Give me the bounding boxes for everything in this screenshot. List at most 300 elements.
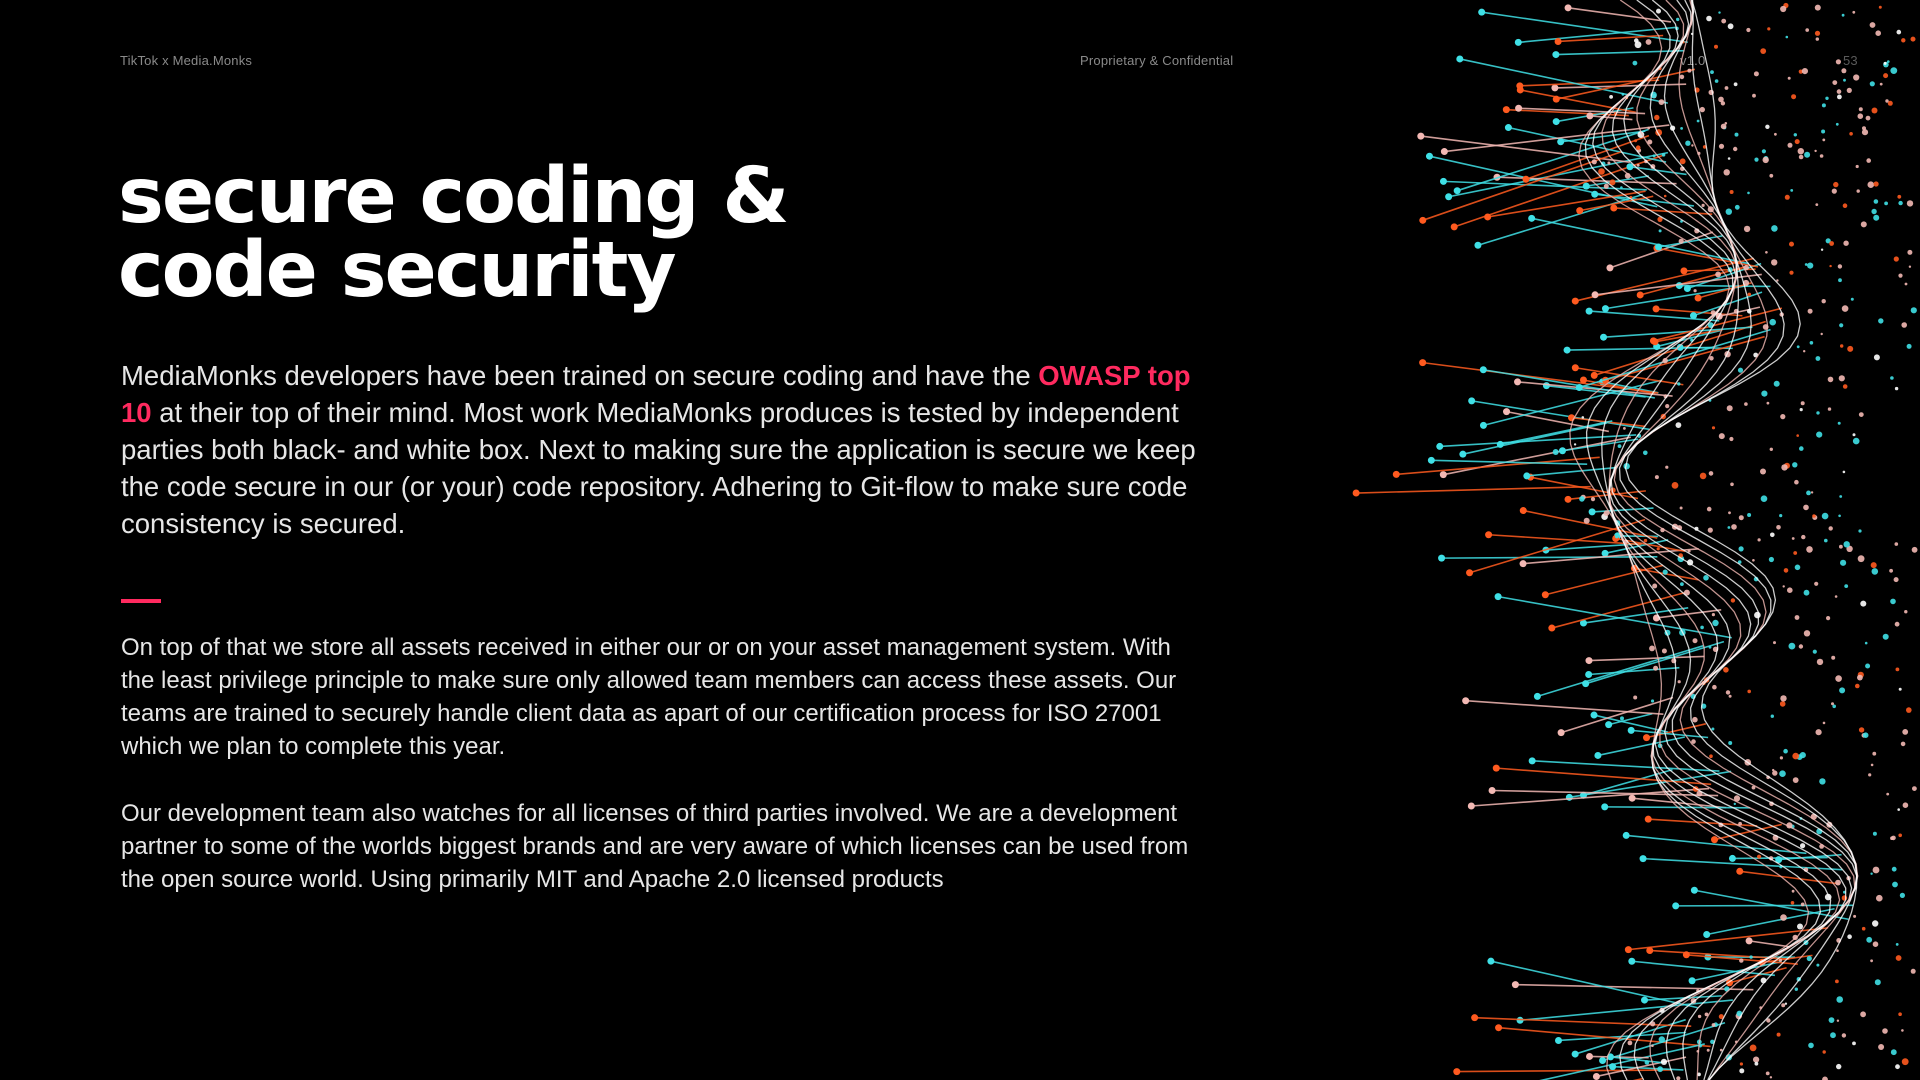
particle-dot bbox=[1812, 514, 1816, 518]
page-title bbox=[118, 152, 878, 315]
particle-dot bbox=[1676, 422, 1682, 428]
particle-dot bbox=[1805, 263, 1808, 266]
particle-dot bbox=[1897, 808, 1900, 811]
particle-dot bbox=[1728, 511, 1731, 514]
particle-dot bbox=[1901, 322, 1907, 328]
particle-dot bbox=[1803, 350, 1805, 352]
wave-streak-dot bbox=[1572, 298, 1579, 305]
particle-dot bbox=[1707, 1049, 1710, 1052]
particle-dot bbox=[1841, 68, 1846, 73]
particle-dot bbox=[1889, 569, 1893, 573]
wave-streak bbox=[1749, 941, 1790, 947]
particle-dot bbox=[1880, 83, 1883, 86]
particle-dot bbox=[1676, 1076, 1680, 1080]
particle-dot bbox=[1902, 729, 1908, 735]
wave-streak-dot bbox=[1628, 727, 1635, 734]
particle-dot bbox=[1875, 979, 1881, 985]
particle-dot bbox=[1884, 202, 1888, 206]
particle-dot bbox=[1821, 249, 1823, 251]
particle-dot bbox=[1700, 473, 1707, 480]
particle-dot bbox=[1789, 242, 1794, 247]
particle-dot bbox=[1709, 754, 1713, 758]
particle-dot bbox=[1772, 770, 1777, 775]
particle-dot bbox=[1753, 1057, 1759, 1063]
particle-dot bbox=[1816, 729, 1822, 735]
particle-dot bbox=[1911, 307, 1917, 313]
particle-dot bbox=[1890, 599, 1896, 605]
particle-dot bbox=[1839, 375, 1845, 381]
particle-dot bbox=[1843, 241, 1848, 246]
wave-streak-dot bbox=[1553, 118, 1560, 125]
particle-dot bbox=[1598, 168, 1605, 175]
wave-streak bbox=[1590, 116, 1633, 120]
particle-dot bbox=[1891, 836, 1896, 841]
particle-dot bbox=[1633, 61, 1638, 66]
particle-dot bbox=[1785, 195, 1790, 200]
particle-dot bbox=[1801, 903, 1805, 907]
wave-streak-dot bbox=[1572, 1051, 1579, 1058]
particle-dot bbox=[1780, 914, 1787, 921]
wave-streak-dot bbox=[1440, 178, 1447, 185]
particle-dot bbox=[1798, 148, 1804, 154]
wave-streak bbox=[1679, 286, 1770, 287]
wave-streak-dot bbox=[1512, 981, 1519, 988]
particle-dot bbox=[1892, 882, 1898, 888]
particle-dot bbox=[1657, 547, 1660, 550]
wave-streak-dot bbox=[1426, 153, 1433, 160]
particle-dot bbox=[1879, 6, 1882, 9]
wave-streak-dot bbox=[1591, 191, 1598, 198]
particle-dot bbox=[1677, 382, 1680, 385]
particle-dot bbox=[1702, 204, 1705, 207]
header-version: v1.0 bbox=[1680, 53, 1706, 68]
wave-streak bbox=[1676, 905, 1853, 906]
particle-dot bbox=[1697, 120, 1700, 123]
particle-dot bbox=[1874, 181, 1879, 186]
wave-streak-dot bbox=[1555, 1037, 1562, 1044]
wave-streak-dot bbox=[1558, 729, 1565, 736]
wave-streak-dot bbox=[1601, 803, 1608, 810]
particle-dot bbox=[1712, 426, 1715, 429]
particle-dot bbox=[1779, 959, 1782, 962]
particle-dot bbox=[1723, 667, 1729, 673]
particle-dot bbox=[1788, 77, 1791, 80]
particle-dot bbox=[1871, 764, 1874, 767]
particle-dot bbox=[1733, 147, 1737, 151]
wave-streak-dot bbox=[1553, 96, 1560, 103]
particle-dot bbox=[1859, 727, 1864, 732]
particle-dot bbox=[1886, 793, 1889, 796]
particle-dot bbox=[1890, 376, 1894, 380]
particle-dot bbox=[1894, 256, 1899, 261]
particle-dot bbox=[1866, 116, 1871, 121]
particle-dot bbox=[1804, 152, 1810, 158]
wave-curve bbox=[1602, 0, 1840, 1080]
particle-dot bbox=[1793, 551, 1797, 555]
particle-dot bbox=[1769, 557, 1774, 562]
particle-dot bbox=[1853, 74, 1859, 80]
wave-streak-dot bbox=[1515, 39, 1522, 46]
wave-streak-dot bbox=[1559, 447, 1566, 454]
particle-dot bbox=[1823, 1050, 1826, 1053]
particle-dot bbox=[1847, 934, 1852, 939]
particle-dot bbox=[1906, 707, 1912, 713]
particle-dot bbox=[1793, 777, 1799, 783]
particle-dot bbox=[1721, 19, 1726, 24]
wave-streak bbox=[1532, 761, 1719, 771]
particle-dot bbox=[1771, 715, 1774, 718]
particle-dot bbox=[1657, 1066, 1663, 1072]
wave-streak-dot bbox=[1462, 697, 1469, 704]
particle-dot bbox=[1895, 622, 1900, 627]
particle-dot bbox=[1838, 278, 1842, 282]
particle-dot bbox=[1787, 587, 1793, 593]
particle-dot bbox=[1897, 195, 1901, 199]
particle-dot bbox=[1767, 402, 1770, 405]
particle-dot bbox=[1781, 1003, 1785, 1007]
particle-dot bbox=[1844, 541, 1850, 547]
particle-dot bbox=[1822, 299, 1826, 303]
particle-wave-group bbox=[1353, 0, 1918, 1080]
particle-dot bbox=[1866, 937, 1872, 943]
particle-dot bbox=[1800, 408, 1803, 411]
paragraph-licenses: Our development team also watches for all licenses of third parties involved. We are a development partner to some of the worlds biggest brands and are very aware of which licenses can be used from the open source world. Using primarily MIT and Apache 2.0 licensed products bbox=[121, 800, 1189, 893]
header-brand: TikTok x Media.Monks bbox=[120, 53, 253, 68]
particle-dot bbox=[1694, 289, 1697, 292]
wave-streak bbox=[1598, 737, 1685, 755]
wave-streak-dot bbox=[1594, 752, 1601, 759]
particle-dot bbox=[1644, 539, 1647, 542]
particle-dot bbox=[1896, 668, 1900, 672]
particle-dot bbox=[1904, 610, 1907, 613]
particle-dot bbox=[1858, 555, 1865, 562]
wave-streak-dot bbox=[1485, 531, 1492, 538]
particle-dot bbox=[1792, 753, 1799, 760]
particle-dot bbox=[1870, 22, 1876, 28]
particle-dot bbox=[1739, 515, 1744, 520]
particle-dot bbox=[1643, 451, 1648, 456]
particle-dot bbox=[1797, 345, 1800, 348]
particle-dot bbox=[1898, 274, 1902, 278]
particle-dot bbox=[1896, 955, 1902, 961]
particle-dot bbox=[1815, 31, 1820, 36]
particle-dot bbox=[1847, 346, 1853, 352]
wave-curve bbox=[1614, 0, 1857, 1080]
wave-streak-dot bbox=[1610, 204, 1617, 211]
particle-dot bbox=[1735, 205, 1740, 210]
particle-dot bbox=[1872, 108, 1878, 114]
wave-streak-dot bbox=[1489, 787, 1496, 794]
wave-streak-dot bbox=[1529, 757, 1536, 764]
wave-streak-dot bbox=[1645, 816, 1652, 823]
wave-streak bbox=[1500, 421, 1612, 444]
particle-dot bbox=[1800, 752, 1806, 758]
wave-streak-dot bbox=[1585, 657, 1592, 664]
particle-dot bbox=[1718, 11, 1720, 13]
wave-streak-dot bbox=[1625, 946, 1632, 953]
particle-dot bbox=[1898, 201, 1902, 205]
wave-streak-dot bbox=[1589, 508, 1596, 515]
particle-dot bbox=[1855, 684, 1860, 689]
particle-dot bbox=[1780, 756, 1783, 759]
particle-dot bbox=[1762, 149, 1766, 153]
particle-dot bbox=[1842, 1033, 1846, 1037]
particle-dot bbox=[1813, 650, 1817, 654]
particle-dot bbox=[1899, 688, 1902, 691]
wave-streak-dot bbox=[1456, 55, 1463, 62]
particle-dot bbox=[1712, 1023, 1716, 1027]
particle-dot bbox=[1840, 560, 1846, 566]
particle-dot bbox=[1839, 687, 1845, 693]
wave-streak-dot bbox=[1474, 242, 1481, 249]
particle-dot bbox=[1835, 980, 1839, 984]
particle-dot bbox=[1635, 41, 1642, 48]
wave-streak-dot bbox=[1484, 213, 1491, 220]
particle-dot bbox=[1861, 221, 1867, 227]
particle-dot bbox=[1760, 469, 1766, 475]
wave-streak-dot bbox=[1637, 291, 1644, 298]
particle-dot bbox=[1553, 449, 1559, 455]
particle-dot bbox=[1821, 333, 1823, 335]
wave-streak-dot bbox=[1523, 472, 1530, 479]
wave-streak-dot bbox=[1565, 4, 1572, 11]
particle-dot bbox=[1842, 305, 1849, 312]
wave-streak-dot bbox=[1487, 958, 1494, 965]
particle-dot bbox=[1858, 529, 1861, 532]
particle-dot bbox=[1806, 491, 1811, 496]
particle-dot bbox=[1728, 741, 1732, 745]
particle-dot bbox=[1792, 537, 1795, 540]
wave-streak-dot bbox=[1480, 422, 1487, 429]
particle-dot bbox=[1769, 174, 1773, 178]
particle-dot bbox=[1709, 646, 1712, 649]
particle-dot bbox=[1896, 943, 1899, 946]
particle-dot bbox=[1857, 675, 1863, 681]
particle-dot bbox=[1799, 446, 1804, 451]
particle-dot bbox=[1863, 732, 1869, 738]
wave-streak-dot bbox=[1655, 244, 1662, 251]
wave-streak-dot bbox=[1436, 443, 1443, 450]
particle-dot bbox=[1680, 127, 1683, 130]
particle-dot bbox=[1725, 86, 1729, 90]
particle-dot bbox=[1890, 67, 1897, 74]
particle-dot bbox=[1761, 391, 1767, 397]
particle-dot bbox=[1883, 634, 1889, 640]
particle-dot bbox=[1726, 690, 1730, 694]
wave-streak-dot bbox=[1438, 555, 1445, 562]
particle-dot bbox=[1746, 28, 1750, 32]
wave-streak-dot bbox=[1586, 308, 1593, 315]
wave-streak bbox=[1556, 51, 1685, 55]
particle-dot bbox=[1726, 209, 1732, 215]
particle-dot bbox=[1852, 1042, 1856, 1046]
particle-dot bbox=[1709, 471, 1714, 476]
particle-dot bbox=[1661, 1059, 1667, 1065]
particle-dot bbox=[1822, 513, 1829, 520]
wave-streak bbox=[1498, 597, 1732, 638]
wave-streak-dot bbox=[1555, 38, 1562, 45]
particle-dot bbox=[1628, 1041, 1633, 1046]
particle-dot bbox=[1765, 125, 1769, 129]
particle-dot bbox=[1873, 832, 1877, 836]
particle-dot bbox=[1752, 94, 1756, 98]
particle-dot bbox=[1844, 584, 1848, 588]
wave-streak bbox=[1589, 656, 1704, 660]
wave-streak-dot bbox=[1591, 712, 1598, 719]
particle-dot bbox=[1865, 664, 1870, 669]
particle-dot bbox=[1907, 200, 1913, 206]
particle-dot bbox=[1766, 1072, 1770, 1076]
particle-dot bbox=[1852, 11, 1855, 14]
wave-streak-dot bbox=[1736, 868, 1743, 875]
particle-dot bbox=[1795, 565, 1801, 571]
particle-dot bbox=[1821, 130, 1825, 134]
particle-dot bbox=[1754, 158, 1758, 162]
particle-dot bbox=[1757, 855, 1761, 859]
particle-dot bbox=[1747, 690, 1751, 694]
owasp-highlight: OWASP top 10 bbox=[121, 360, 1191, 428]
wave-streak-dot bbox=[1419, 359, 1426, 366]
particle-dot bbox=[1693, 638, 1698, 643]
wave-streak-dot bbox=[1729, 855, 1736, 862]
wave-streak-dot bbox=[1522, 176, 1529, 183]
particle-dot bbox=[1796, 434, 1799, 437]
particle-dot bbox=[1715, 272, 1721, 278]
particle-dot bbox=[1774, 133, 1777, 136]
particle-dot bbox=[1873, 867, 1880, 874]
wave-streak-dot bbox=[1695, 295, 1702, 302]
particle-dot bbox=[1859, 107, 1863, 111]
particle-dot bbox=[1823, 722, 1826, 725]
wave-streak-dot bbox=[1641, 997, 1648, 1004]
particle-dot bbox=[1876, 895, 1883, 902]
particle-dot bbox=[1822, 139, 1825, 142]
particle-dot bbox=[1840, 344, 1843, 347]
wave-streak bbox=[1523, 549, 1699, 564]
particle-dot bbox=[1895, 1064, 1900, 1069]
wave-streak-dot bbox=[1497, 441, 1504, 448]
particle-dot bbox=[1872, 568, 1879, 575]
particle-dot bbox=[1712, 685, 1717, 690]
wave-streak-dot bbox=[1480, 366, 1487, 373]
wave-streak-dot bbox=[1419, 217, 1426, 224]
wave-streak-dot bbox=[1606, 264, 1613, 271]
particle-dot bbox=[1815, 203, 1818, 206]
particle-dot bbox=[1789, 643, 1796, 650]
particle-dot bbox=[1634, 139, 1637, 142]
wave-streak bbox=[1537, 646, 1703, 697]
particle-dot bbox=[1836, 1064, 1841, 1069]
particle-dot bbox=[1903, 802, 1909, 808]
particle-dot bbox=[1835, 880, 1841, 886]
particle-dot bbox=[1692, 717, 1698, 723]
particle-dot bbox=[1873, 941, 1879, 947]
wave-streak-dot bbox=[1600, 334, 1607, 341]
particle-dot bbox=[1911, 969, 1916, 974]
particle-dot bbox=[1763, 157, 1769, 163]
particle-dot bbox=[1783, 749, 1788, 754]
title-line-2: code security bbox=[118, 226, 675, 315]
particle-dot bbox=[1698, 1015, 1701, 1018]
particle-dot bbox=[1859, 412, 1864, 417]
particle-dot bbox=[1794, 133, 1797, 136]
particle-dot bbox=[1760, 48, 1766, 54]
particle-dot bbox=[1843, 471, 1846, 474]
particle-dot bbox=[1662, 649, 1667, 654]
particle-dot bbox=[1862, 927, 1866, 931]
particle-dot bbox=[1894, 577, 1899, 582]
particle-dot bbox=[1654, 115, 1659, 120]
particle-dot bbox=[1647, 127, 1650, 130]
wave-streak-dot bbox=[1503, 106, 1510, 113]
particle-dot bbox=[1659, 1036, 1665, 1042]
particle-dot bbox=[1715, 79, 1719, 83]
wave-streak-dot bbox=[1585, 671, 1592, 678]
particle-dot bbox=[1620, 716, 1624, 720]
particle-dot bbox=[1678, 680, 1681, 683]
particle-dot bbox=[1728, 157, 1731, 160]
particle-dot bbox=[1754, 71, 1759, 76]
particle-dot bbox=[1805, 28, 1809, 32]
wave-streak-dot bbox=[1503, 408, 1510, 415]
wave-streak-dot bbox=[1393, 471, 1400, 478]
particle-dot bbox=[1860, 1011, 1866, 1017]
particle-dot bbox=[1870, 873, 1872, 875]
particle-dot bbox=[1810, 341, 1814, 345]
particle-dot bbox=[1907, 344, 1912, 349]
particle-dot bbox=[1780, 695, 1786, 701]
particle-dot bbox=[1832, 80, 1837, 85]
particle-dot bbox=[1781, 464, 1787, 470]
particle-dot bbox=[1773, 641, 1776, 644]
particle-dot bbox=[1884, 62, 1887, 65]
particle-dot bbox=[1853, 915, 1856, 918]
particle-dot bbox=[1662, 153, 1666, 157]
particle-dot bbox=[1860, 601, 1866, 607]
wave-streak-dot bbox=[1628, 958, 1635, 965]
page-number: 53 bbox=[1843, 53, 1858, 68]
particle-dot bbox=[1774, 381, 1780, 387]
particle-dot bbox=[1836, 949, 1839, 952]
particle-dot bbox=[1874, 199, 1879, 204]
particle-dot bbox=[1837, 95, 1842, 100]
particle-dot bbox=[1663, 570, 1668, 575]
particle-dot bbox=[1871, 209, 1876, 214]
particle-dot bbox=[1832, 189, 1837, 194]
particle-dot bbox=[1816, 37, 1819, 40]
particle-dot bbox=[1744, 402, 1748, 406]
particle-dot bbox=[1780, 414, 1785, 419]
particle-dot bbox=[1819, 778, 1825, 784]
particle-dot bbox=[1734, 803, 1736, 805]
particle-dot bbox=[1721, 124, 1727, 130]
particle-dot bbox=[1901, 38, 1905, 42]
wave-streak-dot bbox=[1466, 569, 1473, 576]
particle-dot bbox=[1804, 590, 1810, 596]
wave-streak-dot bbox=[1441, 148, 1448, 155]
particle-dot bbox=[1765, 251, 1768, 254]
particle-dot bbox=[1836, 996, 1843, 1003]
wave-streak-dot bbox=[1520, 560, 1527, 567]
particle-dot bbox=[1847, 88, 1852, 93]
particle-dot bbox=[1835, 675, 1842, 682]
particle-dot bbox=[1770, 1076, 1772, 1078]
particle-dot bbox=[1839, 323, 1843, 327]
particle-dot bbox=[1829, 265, 1831, 267]
particle-dot bbox=[1862, 129, 1868, 135]
wave-streak-dot bbox=[1691, 887, 1698, 894]
particle-dot bbox=[1680, 582, 1684, 586]
